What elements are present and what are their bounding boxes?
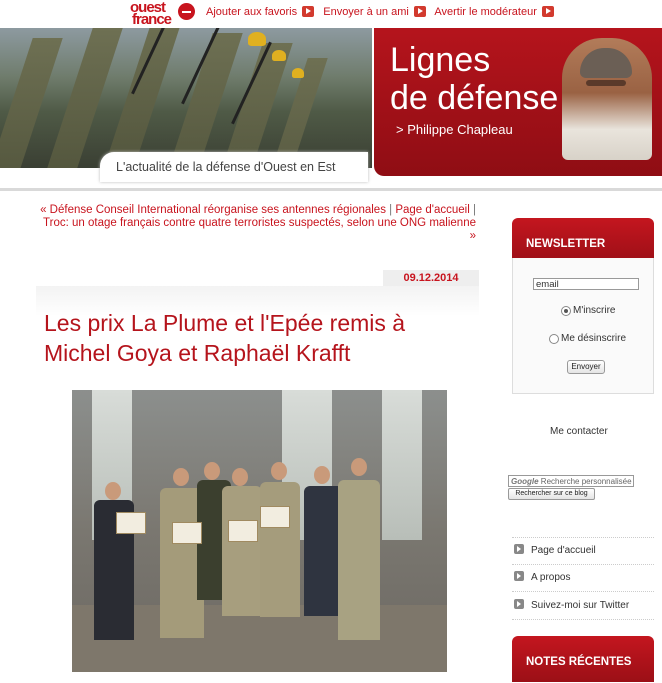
banner-divider: [0, 188, 662, 191]
send-button[interactable]: Envoyer: [567, 360, 605, 374]
blog-title-line2: de défense: [390, 79, 559, 117]
add-favorites-link[interactable]: Ajouter aux favoris: [206, 6, 298, 18]
subscribe-label: M'inscrire: [573, 305, 616, 316]
banner-title-panel: [374, 28, 662, 176]
recent-notes-header: NOTES RÉCENTES: [512, 636, 654, 682]
home-link[interactable]: Page d'accueil: [395, 204, 470, 216]
author-portrait: [562, 38, 652, 160]
award-ceremony-photo: [72, 390, 447, 672]
blog-title-line1: Lignes: [390, 41, 491, 79]
logo-circle-icon: [178, 3, 195, 20]
ouest-france-logo[interactable]: ouest france: [130, 2, 196, 26]
arrow-right-icon[interactable]: [542, 6, 554, 17]
top-bar: [0, 0, 662, 28]
arrow-right-icon[interactable]: [302, 6, 314, 17]
arrow-right-icon: [514, 544, 524, 554]
post-title[interactable]: Les prix La Plume et l'Epée remis à Michel Goya et Raphaël Krafft: [44, 310, 406, 366]
sidebar-item-home[interactable]: Page d'accueil: [514, 544, 596, 556]
contact-link[interactable]: Me contacter: [550, 426, 608, 437]
search-blog-button[interactable]: Rechercher sur ce blog: [508, 488, 595, 500]
post-date: 09.12.2014: [383, 270, 479, 286]
arrow-right-icon: [514, 599, 524, 609]
previous-post-link[interactable]: « Défense Conseil International réorganise ses antennes régionales: [40, 204, 386, 216]
post-navigation: « Défense Conseil International réorganise ses antennes régionales | Page d'accueil | Troc: un otage français contre quatre terroristes suspectés, selon une ONG malienne »: [40, 204, 476, 242]
blog-banner[interactable]: [0, 28, 662, 190]
subscribe-radio[interactable]: [561, 306, 571, 316]
arrow-right-icon: [514, 571, 524, 581]
sidebar-item-about[interactable]: A propos: [514, 571, 570, 583]
warn-moderator-link[interactable]: Avertir le modérateur: [434, 6, 537, 18]
author-name: > Philippe Chapleau: [396, 122, 513, 137]
unsubscribe-radio[interactable]: [549, 334, 559, 344]
email-input[interactable]: email: [533, 278, 639, 290]
sidebar-item-twitter[interactable]: Suivez-moi sur Twitter: [514, 599, 629, 611]
google-brand: Google: [511, 477, 539, 486]
search-input[interactable]: Google Recherche personnalisée: [508, 475, 634, 487]
arrow-right-icon[interactable]: [414, 6, 426, 17]
banner-tagline: L'actualité de la défense d'Ouest en Est: [100, 152, 368, 182]
send-to-friend-link[interactable]: Envoyer à un ami: [323, 6, 409, 18]
next-post-link[interactable]: Troc: un otage français contre quatre terroristes suspectés, selon une ONG malienne »: [43, 217, 476, 242]
soldiers-parade-photo: [0, 28, 372, 168]
unsubscribe-label: Me désinscrire: [561, 333, 627, 344]
header-links: [206, 6, 560, 18]
newsletter-header: NEWSLETTER: [512, 218, 654, 264]
